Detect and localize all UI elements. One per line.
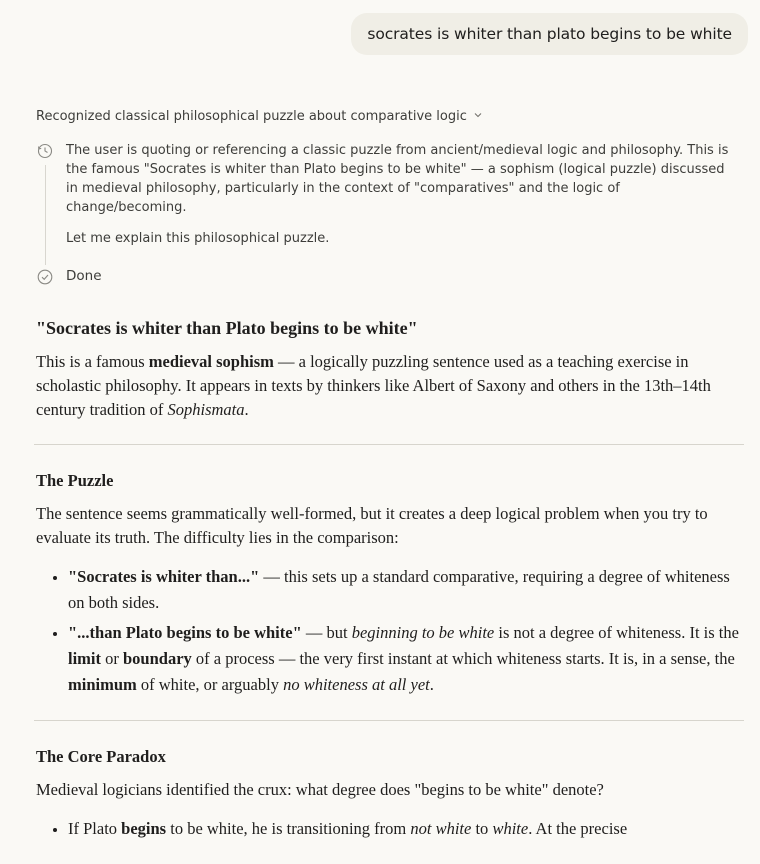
- user-message-bubble: [351, 13, 748, 55]
- core-text: Medieval logicians identified the crux: what degree does "begins to be white" denote?: [36, 780, 604, 799]
- list-item: • If Plato begins to be white, he is transitioning from not white to white. At the precise: [68, 816, 742, 842]
- section-divider: [34, 720, 744, 721]
- check-circle-icon: [37, 269, 53, 285]
- section-divider: [34, 444, 744, 445]
- thinking-done-row: [36, 267, 366, 286]
- puzzle-list: [36, 564, 742, 698]
- thinking-summary-toggle[interactable]: [36, 109, 483, 124]
- user-message-text: socrates is whiter than plato begins to be white: [367, 25, 732, 43]
- thinking-paragraph: Let me explain this philosophical puzzle.: [66, 231, 330, 246]
- puzzle-text: The sentence seems grammatically well-formed, but it creates a deep logical problem when you try to evaluate its truth. The difficulty lies in the comparison:: [36, 504, 708, 547]
- list-item: • "Socrates is whiter than..." — this sets up a standard comparative, requiring a degree of whiteness on both sides.: [68, 564, 742, 616]
- thinking-content: [36, 141, 736, 260]
- done-label: Done: [66, 268, 102, 284]
- section-heading-puzzle: The Puzzle: [36, 471, 114, 490]
- chevron-down-icon: [473, 110, 483, 123]
- thinking-paragraph: The user is quoting or referencing a classic puzzle from ancient/medieval logic and philosophy. This is the famous "Socrates is whiter than Plato begins to be white" — a sophism (logical puzzle) discussed in medieval philosophy, particularly in the context of "comparatives" and the logic of change/becoming.: [66, 143, 729, 215]
- clock-icon: [37, 143, 53, 159]
- thinking-summary-label: Recognized classical philosophical puzzle about comparative logic: [36, 109, 467, 124]
- assistant-answer: [36, 315, 742, 846]
- answer-title: "Socrates is whiter than Plato begins to be white": [36, 318, 418, 338]
- thinking-timeline-line: [45, 165, 46, 265]
- section-heading-core-paradox: The Core Paradox: [36, 747, 166, 766]
- answer-intro: This is a famous medieval sophism — a logically puzzling sentence used as a teaching exercise in scholastic philosophy. It appears in texts by thinkers like Albert of Saxony and others in the 13th–14th century tradition of Sophismata.: [36, 352, 711, 419]
- list-item: • "...than Plato begins to be white" — but beginning to be white is not a degree of whiteness. It is the limit or boundary of a process — the very first instant at which whiteness starts. It is, in a sense, the minimum of white, or arguably no whiteness at all yet.: [68, 620, 742, 698]
- core-list: [36, 816, 742, 842]
- thinking-step: [36, 141, 736, 248]
